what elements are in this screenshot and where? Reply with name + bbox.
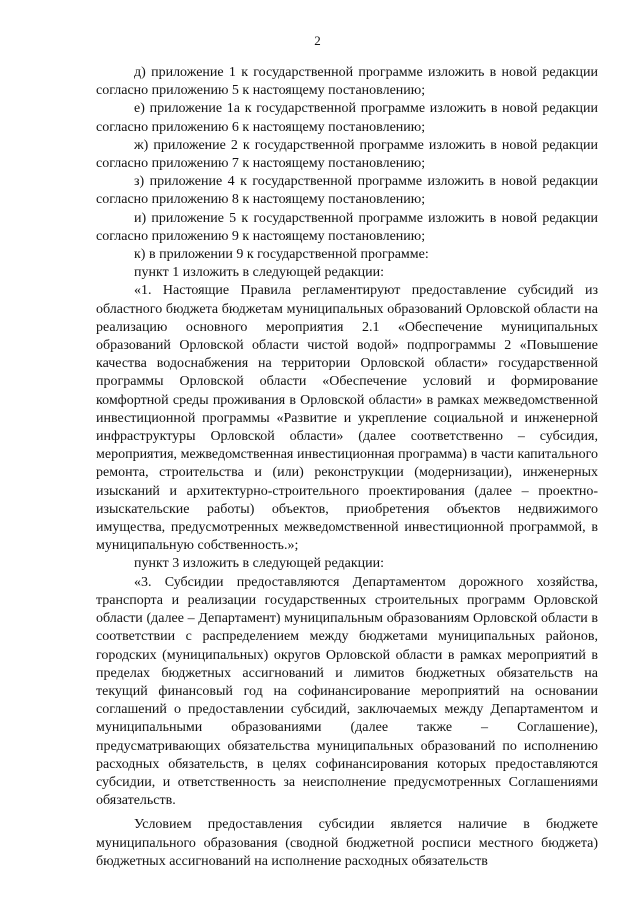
paragraph-item-z: з) приложение 4 к государственной программе изложить в новой редакции согласно приложению 8 к настоящему постановлению; (96, 174, 598, 208)
paragraph-item-zh: ж) приложение 2 к государственной программе изложить в новой редакции согласно приложению 7 к настоящему постановлению; (96, 137, 598, 172)
paragraph-condition: Условием предоставления субсидии является наличие в бюджете муниципального образования (сводной бюджетной росписи местного бюджета) бюджетных ассигнований на исполнение расходных обязательств (96, 817, 598, 869)
paragraph-item-e: е) приложение 1а к государственной программе изложить в новой редакции согласно приложению 6 к настоящему постановлению; (96, 101, 598, 135)
paragraph-item-k: к) в приложении 9 к государственной программе: (134, 247, 429, 263)
page-number: 2 (314, 33, 321, 48)
paragraph-point-1-intro: пункт 1 изложить в следующей редакции: (134, 265, 384, 281)
paragraph-item-d: д) приложение 1 к государственной программе изложить в новой редакции согласно приложению 5 к настоящему постановлению; (96, 65, 598, 99)
paragraph-item-i: и) приложение 5 к государственной программе изложить в новой редакции согласно приложению 9 к настоящему постановлению; (96, 210, 598, 244)
paragraph-point-3-intro: пункт 3 изложить в следующей редакции: (134, 556, 384, 572)
paragraph-point-3-text: «3. Субсидии предоставляются Департаментом дорожного хозяйства, транспорта и реализации государственных строительных программ Орловской области (далее – Департамент) муниципальным образованиям Орловской области в соответствии с распределением между бюджетами муниципальных районов, городских (муниципальных) округов Орловской области в рамках мероприятий в пределах бюджетных ассигнований и лимитов бюджетных обязательств на текущий финансовый год на софинансирование мероприятий на основании соглашений о предоставлении субсидий, заключаемых между Департаментом и муниципальными образованиями (далее также – Соглашение), предусматривающих обязательства муниципальных образований по исполнению расходных обязательств, в целях софинансирования которых предоставляются субсидии, и ответственность за неисполнение предусмотренных Соглашениями обязательств. (96, 574, 598, 809)
document-body (96, 64, 598, 871)
paragraph-point-1-text: «1. Настоящие Правила регламентируют предоставление субсидий из областного бюджета бюджетам муниципальных образований Орловской области на реализацию основного мероприятия 2.1 «Обеспечение муниципальных образований Орловской области чистой водой» подпрограммы 2 «Повышение качества водоснабжения на территории Орловской области» государственной программы Орловской области «Обеспечение условий и формирование комфортной среды проживания в Орловской области» в рамках межведомственной инвестиционной программы «Развитие и укрепление социальной и инженерной инфраструктуры Орловской области» (далее соответственно – субсидия, мероприятия, межведомственная инвестиционная программа) в части капитального ремонта, строительства и (или) реконструкции (модернизации), инженерных изысканий и архитектурно-строительного проектирования (далее – проектно-изыскательские работы) объектов, приобретения объектов недвижимого имущества, предусмотренных межведомственной инвестиционной программой, в муниципальную собственность.»; (96, 283, 598, 554)
